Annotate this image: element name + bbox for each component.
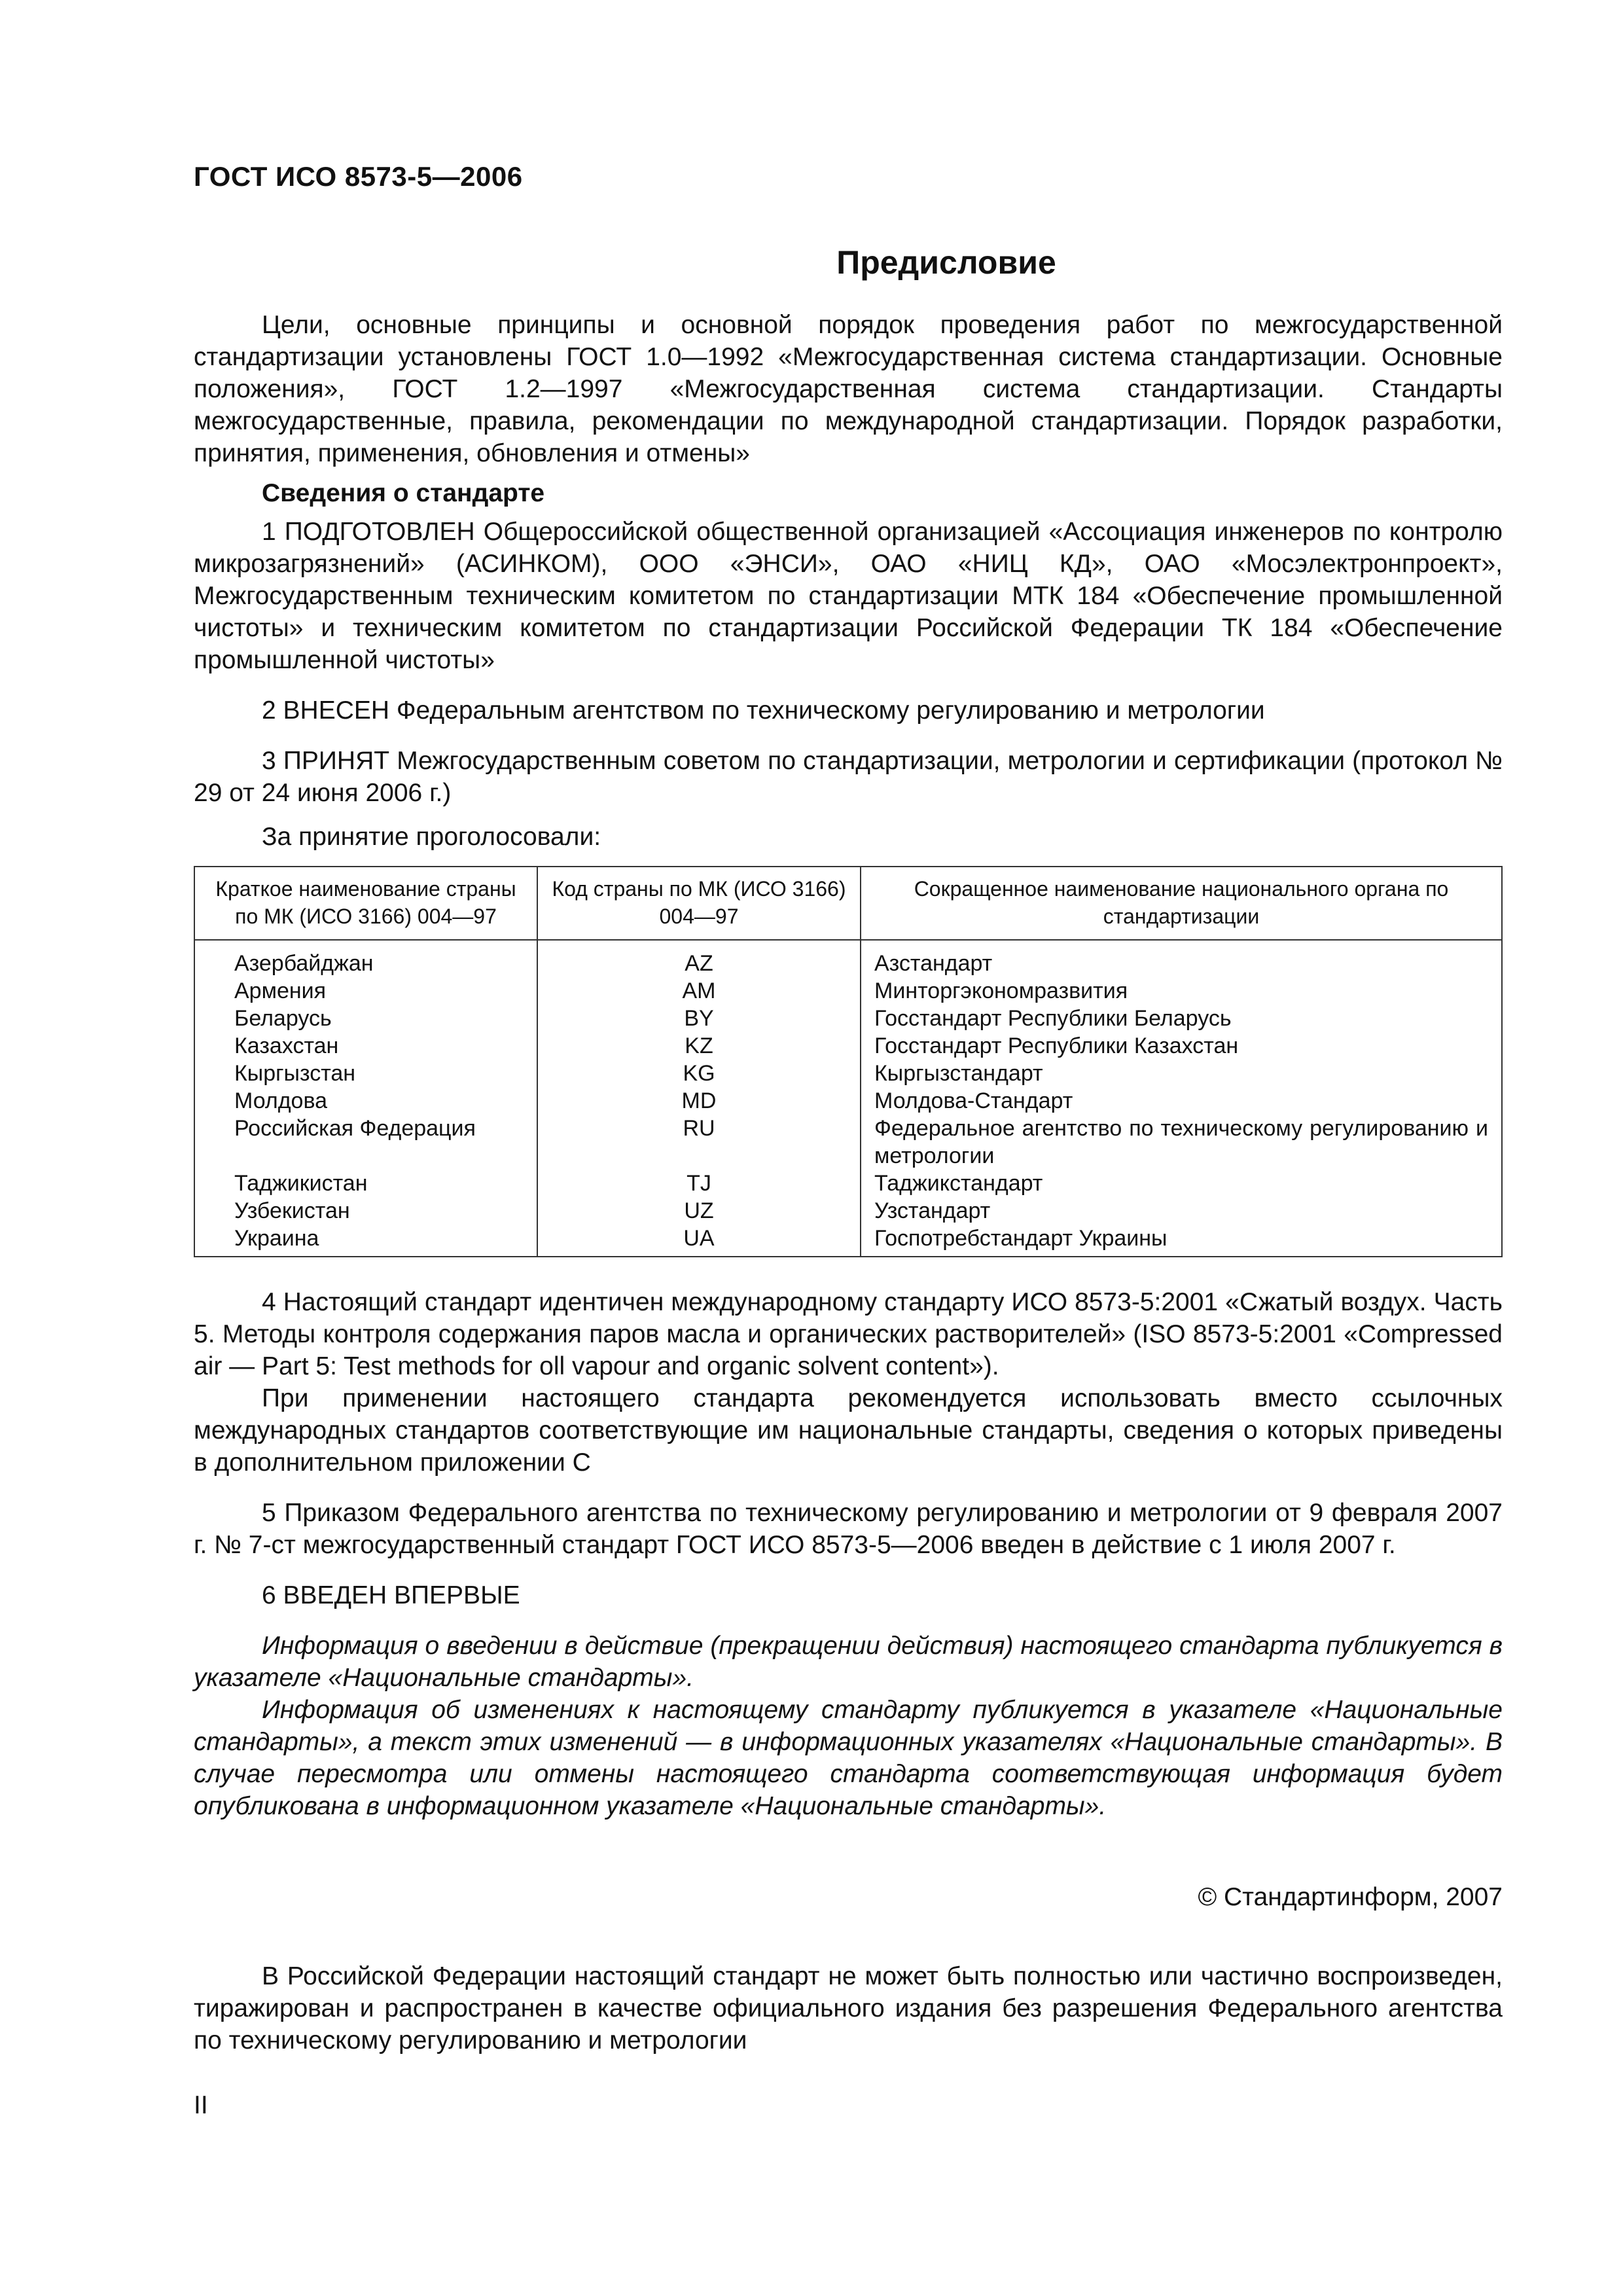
item-3-paragraph: 3 ПРИНЯТ Межгосударственным советом по стандартизации, метрологии и сертификации (протокол № 29 от 24 июня 2006 г.)	[194, 747, 1503, 807]
code-cell: TJ	[537, 1170, 861, 1197]
country-cell: Беларусь	[194, 1005, 537, 1032]
code-cell: KZ	[537, 1032, 861, 1060]
item-4-paragraph: 4 Настоящий стандарт идентичен международному стандарту ИСО 8573-5:2001 «Сжатый воздух. Часть 5. Методы контроля содержания паров масла и органических растворителей» (ISO 8573-5:2001 «Compressed air — Part 5: Test methods for oll vapour and organic solvent content»).	[194, 1288, 1503, 1380]
country-cell: Азербайджан	[194, 940, 537, 977]
table-row	[194, 1170, 1502, 1197]
country-cell: Казахстан	[194, 1032, 537, 1060]
info-paragraph-2: Информация об изменениях к настоящему стандарту публикуется в указателе «Национальные стандарты», а текст этих изменений — в информационных указателях «Национальные стандарты». В случае пересмотра или отмены настоящего стандарта соответствующая информация будет опубликована в информационном указателе «Национальные стандарты».	[194, 1696, 1503, 1820]
copyright-line: © Стандартинформ, 2007	[1198, 1883, 1503, 1911]
organ-cell: Узстандарт	[861, 1197, 1502, 1225]
code-cell: UA	[537, 1225, 861, 1257]
table-header-row	[194, 867, 1502, 940]
table-row	[194, 977, 1502, 1005]
item-5-paragraph: 5 Приказом Федерального агентства по техническому регулированию и метрологии от 9 февраля 2007 г. № 7-ст межгосударственный стандарт ГОСТ ИСО 8573-5—2006 введен в действие с 1 июля 2007 г.	[194, 1499, 1503, 1559]
header-code: Код страны по МК (ИСО 3166) 004—97	[537, 867, 861, 940]
table-row	[194, 1197, 1502, 1225]
votes-table	[194, 866, 1503, 1257]
organ-cell: Азстандарт	[861, 940, 1502, 977]
table-row	[194, 1115, 1502, 1170]
country-cell: Таджикистан	[194, 1170, 537, 1197]
code-cell: AZ	[537, 940, 861, 977]
code-cell: MD	[537, 1087, 861, 1115]
organ-cell: Федеральное агентство по техническому регулированию и метрологии	[861, 1115, 1502, 1170]
table-row	[194, 940, 1502, 977]
country-cell: Кыргызстан	[194, 1060, 537, 1087]
code-cell: BY	[537, 1005, 861, 1032]
organ-cell: Таджикстандарт	[861, 1170, 1502, 1197]
section-heading: Сведения о стандарте	[262, 479, 545, 507]
item-6-paragraph: 6 ВВЕДЕН ВПЕРВЫЕ	[262, 1581, 520, 1609]
code-cell: AM	[537, 977, 861, 1005]
organ-cell: Госстандарт Республики Казахстан	[861, 1032, 1502, 1060]
intro-paragraph: Цели, основные принципы и основной порядок проведения работ по межгосударственной стандартизации установлены ГОСТ 1.0—1992 «Межгосударственная система стандартизации. Основные положения», ГОСТ 1.2—1997 «Межгосударственная система стандартизации. Стандарты межгосударственные, правила, рекомендации по международной стандартизации. Порядок разработки, принятия, применения, обновления и отмены»	[194, 311, 1503, 467]
header-country: Краткое наименование страны по МК (ИСО 3166) 004—97	[194, 867, 537, 940]
document-page	[194, 157, 1503, 2121]
page-number: II	[194, 2091, 208, 2119]
organ-cell: Кыргызстандарт	[861, 1060, 1502, 1087]
table-row	[194, 1087, 1502, 1115]
item-4-note-paragraph: При применении настоящего стандарта рекомендуется использовать вместо ссылочных международных стандартов соответствующие им национальные стандарты, сведения о которых приведены в дополнительном приложении С	[194, 1384, 1503, 1477]
country-cell: Узбекистан	[194, 1197, 537, 1225]
code-cell: KG	[537, 1060, 861, 1087]
code-cell: RU	[537, 1115, 861, 1170]
voted-label: За принятие проголосовали:	[262, 823, 601, 851]
country-cell: Армения	[194, 977, 537, 1005]
organ-cell: Госпотребстандарт Украины	[861, 1225, 1502, 1257]
organ-cell: Госстандарт Республики Беларусь	[861, 1005, 1502, 1032]
country-cell: Украина	[194, 1225, 537, 1257]
organ-cell: Минторгэкономразвития	[861, 977, 1502, 1005]
country-cell: Молдова	[194, 1087, 537, 1115]
table-row	[194, 1060, 1502, 1087]
code-cell: UZ	[537, 1197, 861, 1225]
info-paragraph-1: Информация о введении в действие (прекращении действия) настоящего стандарта публикуется в указателе «Национальные стандарты».	[194, 1632, 1503, 1692]
reproduction-notice: В Российской Федерации настоящий стандарт не может быть полностью или частично воспроизведен, тиражирован и распространен в качестве официального издания без разрешения Федерального агентства по техническому регулированию и метрологии	[194, 1962, 1503, 2054]
item-2-paragraph: 2 ВНЕСЕН Федеральным агентством по техническому регулированию и метрологии	[262, 696, 1265, 725]
item-1-paragraph: 1 ПОДГОТОВЛЕН Общероссийской общественной организацией «Ассоциация инженеров по контролю микрозагрязнений» (АСИНКОМ), ООО «ЭНСИ», ОАО «НИЦ КД», ОАО «Мосэлектронпроект», Межгосударственным техническим комитетом по стандартизации МТК 184 «Обеспечение промышленной чистоты» и техническим комитетом по стандартизации Российской Федерации ТК 184 «Обеспечение промышленной чистоты»	[194, 518, 1503, 674]
table-row	[194, 1005, 1502, 1032]
header-organ: Сокращенное наименование национального органа по стандартизации	[861, 867, 1502, 940]
table-row	[194, 1032, 1502, 1060]
table-row	[194, 1225, 1502, 1257]
country-cell: Российская Федерация	[194, 1115, 537, 1170]
document-header: ГОСТ ИСО 8573-5—2006	[194, 161, 523, 192]
page-title: Предисловие	[836, 244, 1056, 281]
organ-cell: Молдова-Стандарт	[861, 1087, 1502, 1115]
